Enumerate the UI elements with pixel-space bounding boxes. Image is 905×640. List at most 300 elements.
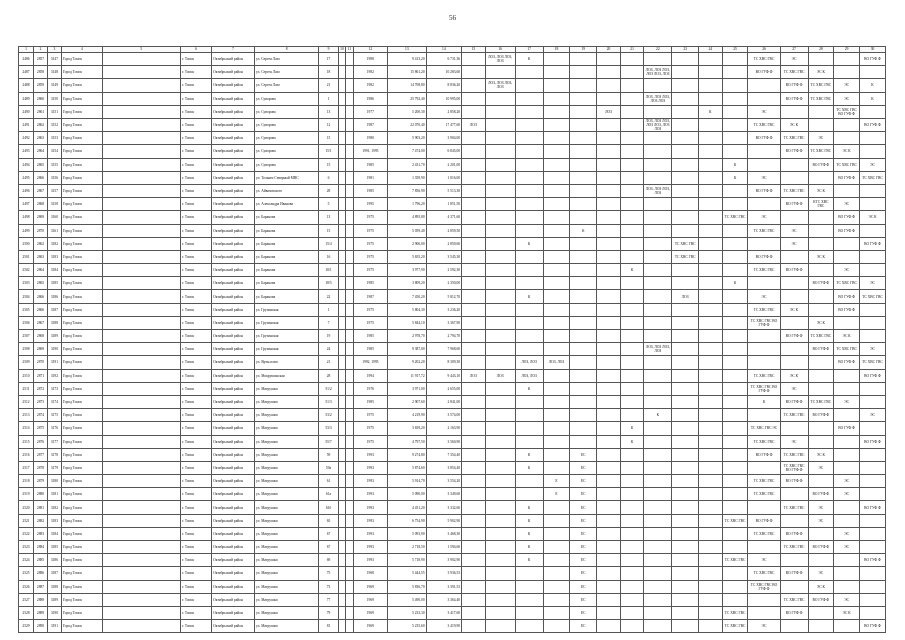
cell-district: Октябрьский район	[212, 303, 255, 316]
cell-c23	[672, 593, 699, 606]
cell-c19: ЕС	[570, 541, 597, 554]
cell-c22	[644, 53, 672, 66]
cell-city: г. Томск	[180, 132, 211, 145]
cell-n: 2528	[19, 606, 34, 619]
cell-c17	[515, 303, 543, 316]
cell-c18	[543, 224, 570, 237]
cell-empty	[102, 171, 180, 184]
cell-n: 2515	[19, 435, 34, 448]
cell-c25	[722, 118, 748, 131]
table-row	[19, 132, 886, 145]
cell-c29: ВО ГУФ Ф	[834, 356, 860, 369]
cell-empty	[102, 382, 180, 395]
cell-house: 24	[319, 343, 338, 356]
cell-c17	[515, 488, 543, 501]
cell-c29	[834, 514, 860, 527]
cell-c24	[699, 409, 723, 422]
col-header: 5	[102, 47, 180, 53]
cell-c20	[597, 514, 621, 527]
cell-n: 2529	[19, 620, 34, 633]
cell-c15	[462, 211, 486, 224]
cell-c28: ЭС К	[808, 448, 834, 461]
cell-c26	[748, 606, 780, 619]
cell-n: 2517	[19, 461, 34, 474]
cell-house: 55/7	[319, 435, 338, 448]
cell-c21	[620, 501, 644, 514]
cell-empty	[102, 369, 180, 382]
cell-c20	[597, 593, 621, 606]
cell-n: 2489	[19, 92, 34, 105]
cell-c16	[485, 382, 515, 395]
cell-empty	[346, 330, 354, 343]
cell-c24	[699, 475, 723, 488]
cell-c17	[515, 620, 543, 633]
cell-c25	[722, 237, 748, 250]
table-row	[19, 527, 886, 540]
cell-empty	[102, 567, 180, 580]
cell-house: 15	[319, 132, 338, 145]
cell-street: ул. Баранова	[255, 211, 319, 224]
cell-c20	[597, 488, 621, 501]
col-header: 26	[748, 47, 780, 53]
cell-name: Город Томск	[61, 580, 102, 593]
housing-registry-table	[18, 46, 886, 633]
cell-c26: ЭС	[748, 290, 780, 303]
cell-empty	[346, 382, 354, 395]
cell-house: 22	[319, 290, 338, 303]
cell-district: Октябрьский район	[212, 620, 255, 633]
cell-code: 3187	[47, 567, 61, 580]
cell-c29	[834, 369, 860, 382]
cell-c16	[485, 211, 515, 224]
cell-c27: ВО ГУФ Ф	[780, 330, 808, 343]
cell-house: 79	[319, 606, 338, 619]
cell-c21	[620, 53, 644, 66]
cell-c25	[722, 422, 748, 435]
table-row	[19, 369, 886, 382]
cell-empty	[102, 316, 180, 329]
cell-c17	[515, 435, 543, 448]
table-body	[19, 53, 886, 633]
cell-empty	[102, 330, 180, 343]
cell-c17	[515, 184, 543, 197]
cell-empty	[338, 330, 346, 343]
cell-empty	[346, 184, 354, 197]
cell-c29	[834, 118, 860, 131]
cell-c28	[808, 369, 834, 382]
cell-c18	[543, 132, 570, 145]
cell-id: 2873	[34, 395, 48, 408]
cell-c25	[722, 448, 748, 461]
cell-district: Октябрьский район	[212, 343, 255, 356]
cell-year: 1993	[353, 514, 387, 527]
cell-c23	[672, 448, 699, 461]
cell-c17: К	[515, 382, 543, 395]
cell-c27	[780, 171, 808, 184]
cell-code: 3185	[47, 541, 61, 554]
cell-id: 2859	[34, 79, 48, 92]
cell-house: 77	[319, 593, 338, 606]
col-header: 21	[620, 47, 644, 53]
cell-house: 15/1	[319, 145, 338, 158]
cell-c24	[699, 395, 723, 408]
cell-v2: 3 854,40	[426, 461, 461, 474]
cell-c16	[485, 224, 515, 237]
cell-c30: ВО ГУФ Ф	[860, 435, 886, 448]
cell-n: 2497	[19, 198, 34, 211]
cell-n: 2486	[19, 53, 34, 66]
cell-house: 59а	[319, 461, 338, 474]
cell-id: 2875	[34, 422, 48, 435]
cell-c30: ТС ХВС ГВС	[860, 356, 886, 369]
cell-city: г. Томск	[180, 369, 211, 382]
cell-c20	[597, 303, 621, 316]
cell-name: Город Томск	[61, 606, 102, 619]
cell-c24	[699, 198, 723, 211]
cell-name: Город Томск	[61, 92, 102, 105]
cell-c20	[597, 224, 621, 237]
cell-c15	[462, 488, 486, 501]
cell-district: Октябрьский район	[212, 580, 255, 593]
cell-name: Город Томск	[61, 395, 102, 408]
col-header: 28	[808, 47, 834, 53]
cell-street: ул. Матрушки	[255, 580, 319, 593]
cell-id: 2881	[34, 501, 48, 514]
cell-empty	[338, 369, 346, 382]
cell-c30	[860, 448, 886, 461]
cell-v2: 2 841,00	[426, 395, 461, 408]
cell-district: Октябрьский район	[212, 171, 255, 184]
cell-house: 18/1	[319, 264, 338, 277]
table-row	[19, 290, 886, 303]
cell-city: г. Томск	[180, 79, 211, 92]
cell-c17: К	[515, 237, 543, 250]
cell-c16	[485, 105, 515, 118]
cell-empty	[338, 105, 346, 118]
cell-name: Город Томск	[61, 369, 102, 382]
cell-c16	[485, 527, 515, 540]
cell-district: Октябрьский район	[212, 66, 255, 79]
cell-c25: ТС ХВС ГВС	[722, 606, 748, 619]
cell-c20	[597, 118, 621, 131]
cell-n: 2518	[19, 475, 34, 488]
cell-empty	[338, 343, 346, 356]
cell-empty	[346, 527, 354, 540]
cell-c29: ВО ГУФ Ф	[834, 290, 860, 303]
cell-house: 65	[319, 514, 338, 527]
cell-c16	[485, 330, 515, 343]
cell-c21	[620, 382, 644, 395]
cell-c25	[722, 79, 748, 92]
cell-code: 3185	[47, 277, 61, 290]
cell-c26: ТС ХВС ГВС ВО ГУФ Ф	[748, 382, 780, 395]
cell-house: 28	[319, 369, 338, 382]
cell-c16	[485, 593, 515, 606]
cell-c21	[620, 356, 644, 369]
cell-c29: ЭС	[834, 264, 860, 277]
cell-year: 1982	[353, 79, 387, 92]
cell-house: 51/3	[319, 395, 338, 408]
cell-district: Октябрьский район	[212, 422, 255, 435]
table-row	[19, 409, 886, 422]
cell-c27	[780, 277, 808, 290]
table-row	[19, 316, 886, 329]
cell-house: 81	[319, 620, 338, 633]
cell-c19	[570, 303, 597, 316]
table-row	[19, 567, 886, 580]
cell-district: Октябрьский район	[212, 277, 255, 290]
cell-c19: ЕС	[570, 475, 597, 488]
cell-c18	[543, 580, 570, 593]
cell-c19	[570, 158, 597, 171]
cell-empty	[102, 514, 180, 527]
cell-v2: 3 468,30	[426, 527, 461, 540]
cell-c22	[644, 356, 672, 369]
cell-c18	[543, 264, 570, 277]
cell-name: Город Томск	[61, 620, 102, 633]
cell-c29	[834, 184, 860, 197]
table-row	[19, 448, 886, 461]
cell-c27	[780, 422, 808, 435]
cell-c22: ЛОЗ, ЛОЗ ЛОЗ, ЛОЗ	[644, 343, 672, 356]
cell-c26: ЭС	[748, 171, 780, 184]
cell-v1: 5 804,30	[388, 303, 427, 316]
cell-code: 3150	[47, 92, 61, 105]
cell-c21	[620, 184, 644, 197]
cell-c24	[699, 461, 723, 474]
cell-v2: 5 902,90	[426, 514, 461, 527]
cell-v1: 3 809,20	[388, 277, 427, 290]
cell-c24	[699, 369, 723, 382]
cell-empty	[338, 554, 346, 567]
cell-c24	[699, 158, 723, 171]
cell-house: 6	[319, 171, 338, 184]
cell-c27: ВО ГУФ Ф	[780, 198, 808, 211]
cell-c21	[620, 290, 644, 303]
cell-n: 2514	[19, 422, 34, 435]
cell-c29	[834, 580, 860, 593]
cell-district: Октябрьский район	[212, 53, 255, 66]
cell-c23	[672, 79, 699, 92]
cell-empty	[338, 475, 346, 488]
table-row	[19, 66, 886, 79]
cell-year: 1975	[353, 264, 387, 277]
cell-c30	[860, 488, 886, 501]
cell-c28: ВО ГУФ Ф	[808, 593, 834, 606]
cell-c17	[515, 79, 543, 92]
cell-city: г. Томск	[180, 382, 211, 395]
cell-id: 2868	[34, 198, 48, 211]
cell-c19	[570, 250, 597, 263]
cell-c22: К	[644, 409, 672, 422]
cell-c29	[834, 250, 860, 263]
cell-district: Октябрьский район	[212, 567, 255, 580]
cell-c18	[543, 461, 570, 474]
cell-house: 75	[319, 567, 338, 580]
cell-empty	[102, 237, 180, 250]
cell-house: 53/2	[319, 409, 338, 422]
cell-c18	[543, 606, 570, 619]
cell-n: 2492	[19, 132, 34, 145]
cell-c27: ТС ХВС ГВС	[780, 184, 808, 197]
cell-name: Город Томск	[61, 303, 102, 316]
cell-c26	[748, 501, 780, 514]
cell-empty	[338, 224, 346, 237]
cell-c28	[808, 290, 834, 303]
cell-house: 18/5	[319, 277, 338, 290]
cell-c17	[515, 567, 543, 580]
cell-c22	[644, 541, 672, 554]
cell-c20	[597, 343, 621, 356]
cell-c15	[462, 264, 486, 277]
cell-c15	[462, 382, 486, 395]
cell-city: г. Томск	[180, 409, 211, 422]
cell-name: Город Томск	[61, 448, 102, 461]
cell-c24	[699, 422, 723, 435]
cell-c30	[860, 264, 886, 277]
cell-n: 2509	[19, 356, 34, 369]
cell-c28: ТС ХВС ГВС	[808, 79, 834, 92]
cell-c27: ТС ХВС ГВС ВО ГУФ Ф	[780, 461, 808, 474]
cell-c21	[620, 514, 644, 527]
cell-c17: К	[515, 514, 543, 527]
cell-street: ул. Баранова	[255, 264, 319, 277]
table-row	[19, 303, 886, 316]
cell-c22	[644, 461, 672, 474]
cell-code: 3153	[47, 132, 61, 145]
cell-c17	[515, 132, 543, 145]
cell-name: Город Томск	[61, 53, 102, 66]
cell-c28	[808, 527, 834, 540]
cell-empty	[102, 158, 180, 171]
cell-c15	[462, 554, 486, 567]
cell-empty	[338, 527, 346, 540]
table-row	[19, 277, 886, 290]
cell-c17: ЛОЗ, ЛОЗ	[515, 369, 543, 382]
col-header: 18	[543, 47, 570, 53]
cell-empty	[346, 53, 354, 66]
cell-c23	[672, 316, 699, 329]
cell-c26	[748, 593, 780, 606]
cell-empty	[346, 343, 354, 356]
cell-c29: ВО ГУФ Ф	[834, 303, 860, 316]
cell-c17	[515, 330, 543, 343]
cell-c16	[485, 132, 515, 145]
cell-street: ул. Матрушки	[255, 435, 319, 448]
cell-name: Город Томск	[61, 198, 102, 211]
cell-c23	[672, 554, 699, 567]
cell-c20	[597, 211, 621, 224]
cell-c27: ЭС	[780, 224, 808, 237]
cell-c16	[485, 145, 515, 158]
cell-street: ул. Суворова	[255, 92, 319, 105]
cell-year: 1986	[353, 92, 387, 105]
cell-city: г. Томск	[180, 541, 211, 554]
cell-c25: К	[722, 171, 748, 184]
cell-n: 2499	[19, 224, 34, 237]
cell-street: ул. Матрушки	[255, 382, 319, 395]
cell-c26: ТС ХВС ГВС	[748, 118, 780, 131]
cell-district: Октябрьский район	[212, 250, 255, 263]
cell-c18	[543, 211, 570, 224]
cell-c22	[644, 395, 672, 408]
cell-c28: ЭС	[808, 132, 834, 145]
cell-v1: 7 474,00	[388, 145, 427, 158]
cell-street: ул. Сергея Лазо	[255, 53, 319, 66]
cell-v2: 1 594,60	[426, 541, 461, 554]
cell-c24	[699, 277, 723, 290]
cell-c15	[462, 501, 486, 514]
col-header: 19	[570, 47, 597, 53]
cell-c25	[722, 250, 748, 263]
cell-c16	[485, 395, 515, 408]
cell-c29: ВО ГУФ Ф	[834, 422, 860, 435]
cell-street: ул. Баранова	[255, 237, 319, 250]
table-row	[19, 53, 886, 66]
cell-c22	[644, 211, 672, 224]
cell-year: 1969	[353, 593, 387, 606]
cell-empty	[338, 264, 346, 277]
cell-c22	[644, 277, 672, 290]
cell-c22	[644, 501, 672, 514]
cell-c18	[543, 330, 570, 343]
cell-c17	[515, 580, 543, 593]
cell-c23	[672, 369, 699, 382]
cell-c22	[644, 158, 672, 171]
cell-v2: 8 309,30	[426, 356, 461, 369]
cell-c24	[699, 448, 723, 461]
cell-code: 3189	[47, 593, 61, 606]
cell-c26: ТС ХВС ГВС	[748, 224, 780, 237]
cell-c21: К	[620, 435, 644, 448]
cell-c20	[597, 567, 621, 580]
cell-v1: 5 836,70	[388, 580, 427, 593]
cell-c27	[780, 488, 808, 501]
cell-empty	[102, 79, 180, 92]
cell-empty	[102, 422, 180, 435]
cell-name: Город Томск	[61, 330, 102, 343]
cell-district: Октябрьский район	[212, 606, 255, 619]
cell-c21	[620, 66, 644, 79]
cell-c30: ВО ГУФ Ф	[860, 118, 886, 131]
cell-v2: 10 283,60	[426, 66, 461, 79]
cell-id: 2860	[34, 92, 48, 105]
cell-code: 3187	[47, 303, 61, 316]
cell-street: ул. Мокрушинская	[255, 369, 319, 382]
cell-v2: 2 794,70	[426, 330, 461, 343]
cell-c26: ТС ХВС ГВС	[748, 264, 780, 277]
table-row	[19, 171, 886, 184]
cell-c22: ЛОЗ, ЛОЗ ЛОЗ, ЛОЗ ЛОЗ, ЛОЗ ЛОЗ	[645, 118, 670, 132]
cell-house: 19	[319, 330, 338, 343]
cell-city: г. Томск	[180, 264, 211, 277]
cell-empty	[346, 567, 354, 580]
cell-house: 21	[319, 356, 338, 369]
cell-c17: К	[515, 541, 543, 554]
cell-c21	[620, 606, 644, 619]
cell-c24	[699, 620, 723, 633]
cell-year: 1982	[353, 66, 387, 79]
cell-empty	[102, 501, 180, 514]
cell-name: Город Томск	[61, 593, 102, 606]
cell-c24	[699, 237, 723, 250]
cell-c17	[515, 171, 543, 184]
cell-code: 3184	[47, 264, 61, 277]
cell-c25	[722, 527, 748, 540]
cell-v2: 3 367,90	[426, 316, 461, 329]
cell-c18	[543, 171, 570, 184]
cell-c30	[860, 593, 886, 606]
